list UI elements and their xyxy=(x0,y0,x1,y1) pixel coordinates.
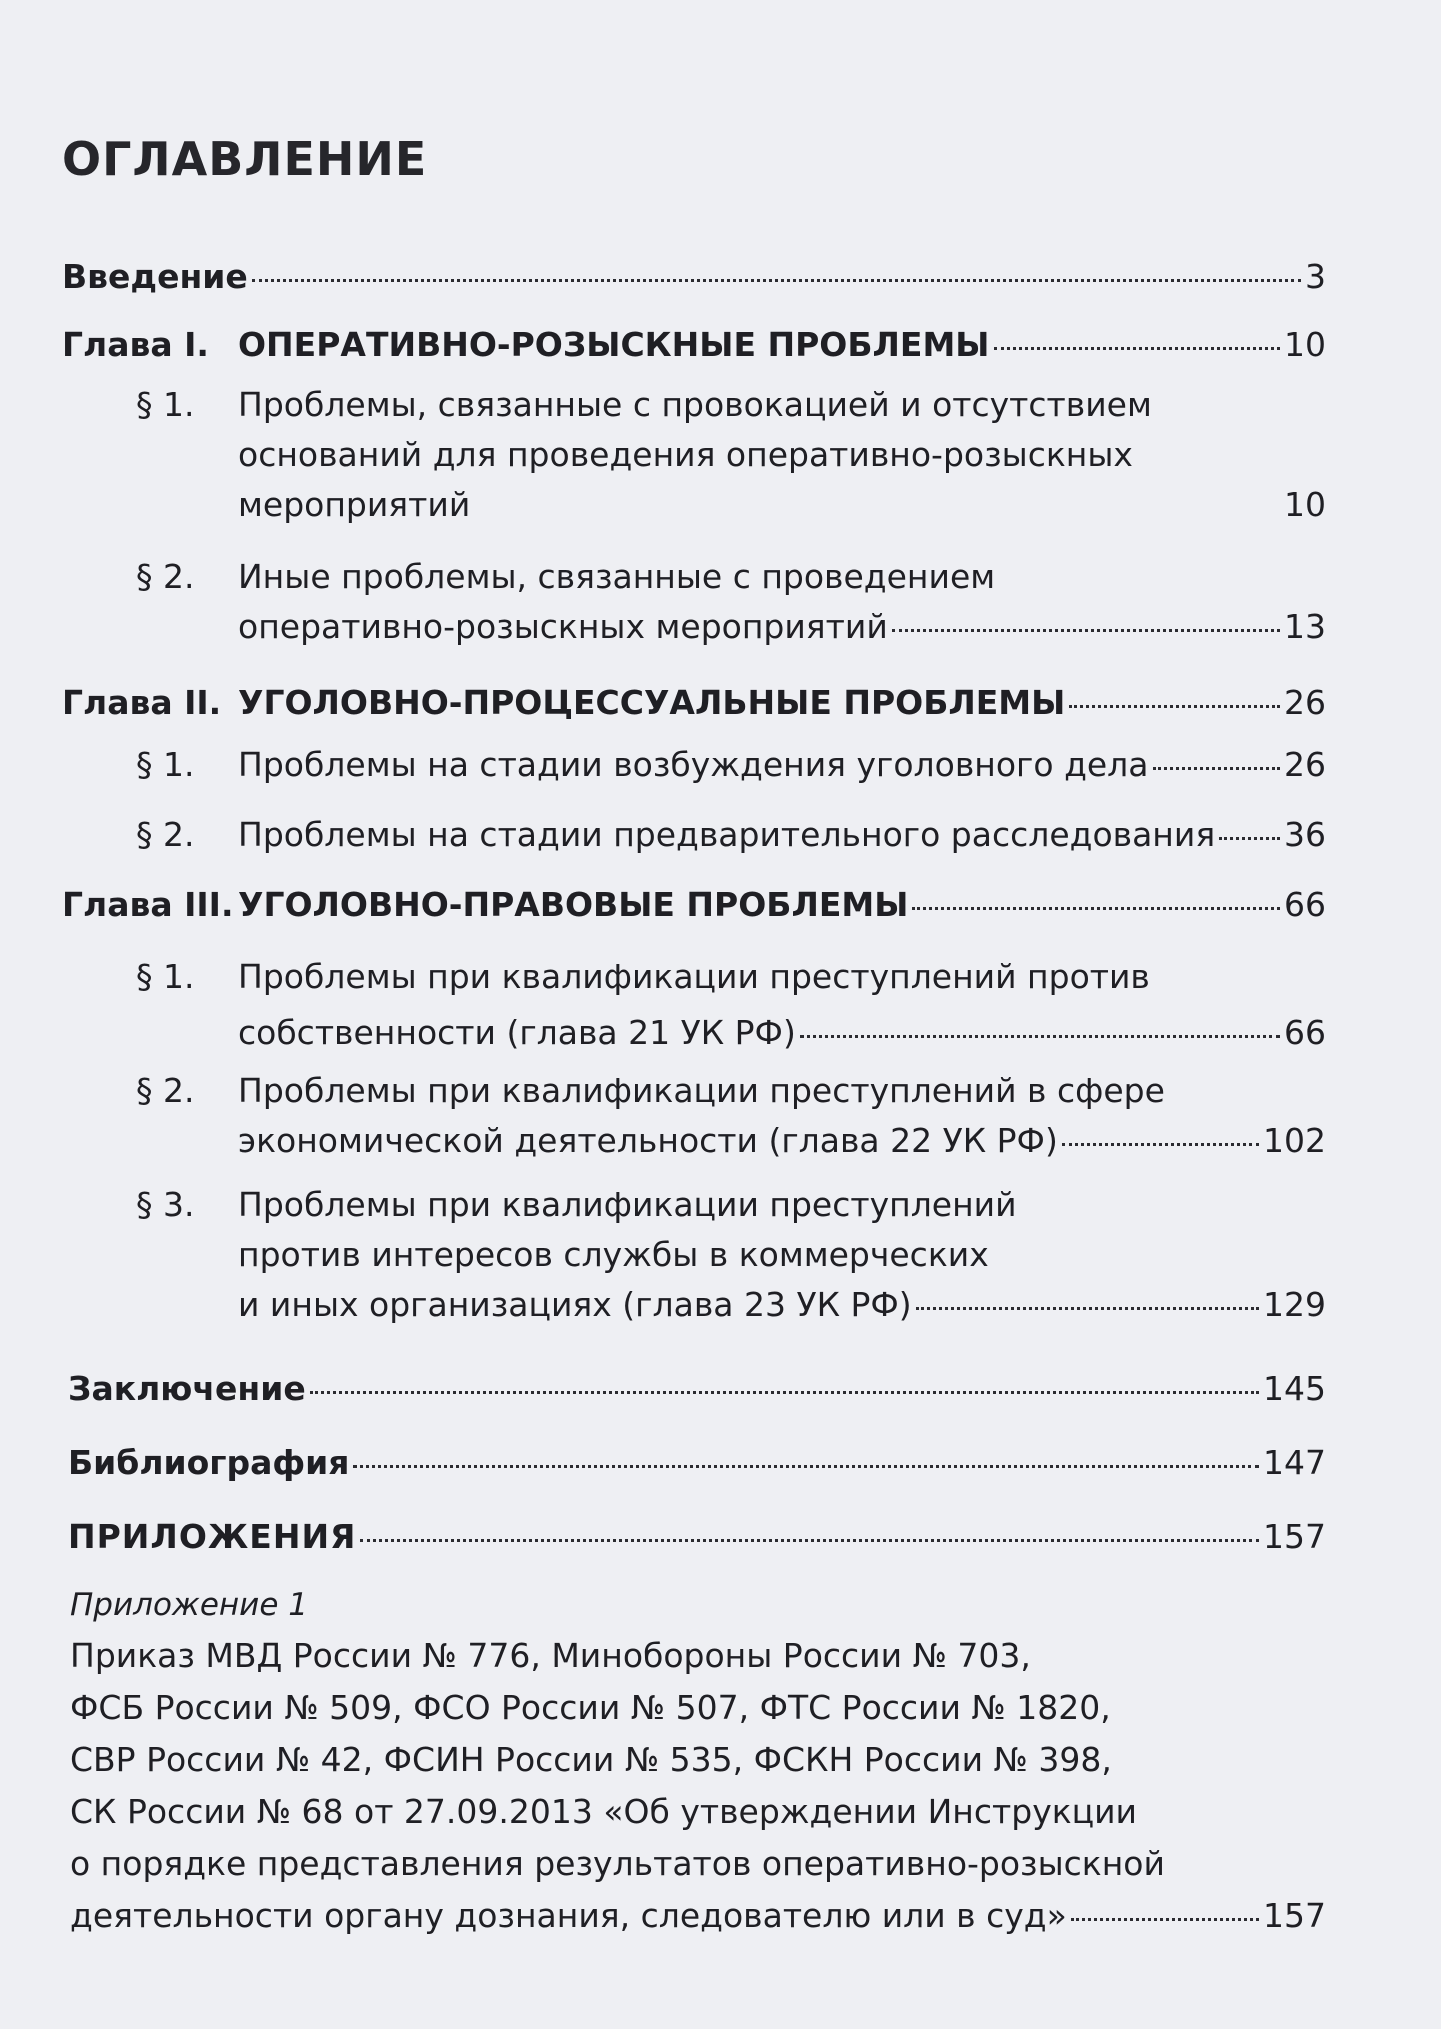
leader-dots xyxy=(994,347,1281,350)
appendix-line: СК России № 68 от 27.09.2013 «Об утверждении Инструкции xyxy=(70,1792,1138,1831)
leader-dots xyxy=(1219,837,1280,840)
appendix-line: ФСБ России № 509, ФСО России № 507, ФТС России № 1820, xyxy=(70,1688,1111,1727)
toc-heading: ОГЛАВЛЕНИЕ xyxy=(62,132,428,186)
appendices-label: ПРИЛОЖЕНИЯ xyxy=(68,1517,357,1556)
leader-dots xyxy=(360,1539,1259,1542)
leader-dots xyxy=(252,279,1301,282)
leader-dots xyxy=(1071,1918,1259,1921)
section-title-line: оснований для проведения оперативно-розыскных xyxy=(238,435,1133,474)
section-label: § 1. xyxy=(136,385,195,424)
bibliography-label: Библиография xyxy=(68,1443,350,1482)
leader-dots xyxy=(1062,1143,1259,1146)
bibliography-page: 147 xyxy=(1263,1443,1326,1482)
leader-dots xyxy=(1069,705,1280,708)
section-label: § 1. xyxy=(136,957,195,996)
section-title-line: Проблемы при квалификации преступлений в сфере xyxy=(238,1071,1165,1110)
appendix-line: деятельности органу дознания, следователю или в суд» xyxy=(70,1896,1067,1935)
leader-dots xyxy=(310,1391,1259,1394)
section-title-line: собственности (глава 21 УК РФ) xyxy=(238,1013,796,1052)
section-title-line: экономической деятельности (глава 22 УК РФ) xyxy=(238,1121,1058,1160)
appendix-line: о порядке представления результатов оперативно-розыскной xyxy=(70,1844,1165,1883)
appendix-label: Приложение 1 xyxy=(70,1587,308,1623)
conclusion-page: 145 xyxy=(1263,1369,1326,1408)
leader-dots xyxy=(892,629,1280,632)
section-title-line: Проблемы при квалификации преступлений xyxy=(238,1185,1017,1224)
section-title-line: Проблемы, связанные с провокацией и отсутствием xyxy=(238,385,1152,424)
section-label: § 2. xyxy=(136,815,195,854)
section-title-line: оперативно-розыскных мероприятий xyxy=(238,607,888,646)
section-page: 13 xyxy=(1284,607,1326,646)
section-page: 66 xyxy=(1284,1013,1326,1052)
section-page: 129 xyxy=(1263,1285,1326,1324)
section-label: § 3. xyxy=(136,1185,195,1224)
appendix-line: СВР России № 42, ФСИН России № 535, ФСКН России № 398, xyxy=(70,1740,1112,1779)
chapter-page: 10 xyxy=(1284,325,1326,364)
leader-dots xyxy=(353,1465,1259,1468)
leader-dots xyxy=(800,1035,1280,1038)
appendix-line: Приказ МВД России № 776, Минобороны России № 703, xyxy=(70,1636,1031,1675)
section-title-line: Проблемы на стадии возбуждения уголовного дела xyxy=(238,745,1149,784)
conclusion-label: Заключение xyxy=(68,1369,306,1408)
chapter-page: 66 xyxy=(1284,885,1326,924)
leader-dots xyxy=(912,907,1280,910)
chapter-label: Глава III. xyxy=(62,885,234,924)
section-title-line: Проблемы при квалификации преступлений против xyxy=(238,957,1150,996)
section-label: § 1. xyxy=(136,745,195,784)
leader-dots xyxy=(916,1307,1259,1310)
section-page: 10 xyxy=(1284,485,1326,524)
chapter-label: Глава I. xyxy=(62,325,209,364)
section-title-line: Иные проблемы, связанные с проведением xyxy=(238,557,996,596)
section-label: § 2. xyxy=(136,557,195,596)
appendices-page: 157 xyxy=(1263,1517,1326,1556)
section-page: 26 xyxy=(1284,745,1326,784)
chapter-title: УГОЛОВНО-ПРАВОВЫЕ ПРОБЛЕМЫ xyxy=(238,885,909,924)
section-title-line: Проблемы на стадии предварительного расследования xyxy=(238,815,1216,854)
section-title-line: мероприятий xyxy=(238,485,471,524)
section-label: § 2. xyxy=(136,1071,195,1110)
section-title-line: против интересов службы в коммерческих xyxy=(238,1235,989,1274)
chapter-title: ОПЕРАТИВНО-РОЗЫСКНЫЕ ПРОБЛЕМЫ xyxy=(238,325,990,364)
section-title-line: и иных организациях (глава 23 УК РФ) xyxy=(238,1285,912,1324)
chapter-label: Глава II. xyxy=(62,683,222,722)
chapter-page: 26 xyxy=(1284,683,1326,722)
section-page: 36 xyxy=(1284,815,1326,854)
chapter-title: УГОЛОВНО-ПРОЦЕССУАЛЬНЫЕ ПРОБЛЕМЫ xyxy=(238,683,1066,722)
appendix-page: 157 xyxy=(1263,1896,1326,1935)
section-page: 102 xyxy=(1263,1121,1326,1160)
intro-label: Введение xyxy=(62,257,248,296)
leader-dots xyxy=(1153,767,1281,770)
intro-page: 3 xyxy=(1305,257,1326,296)
